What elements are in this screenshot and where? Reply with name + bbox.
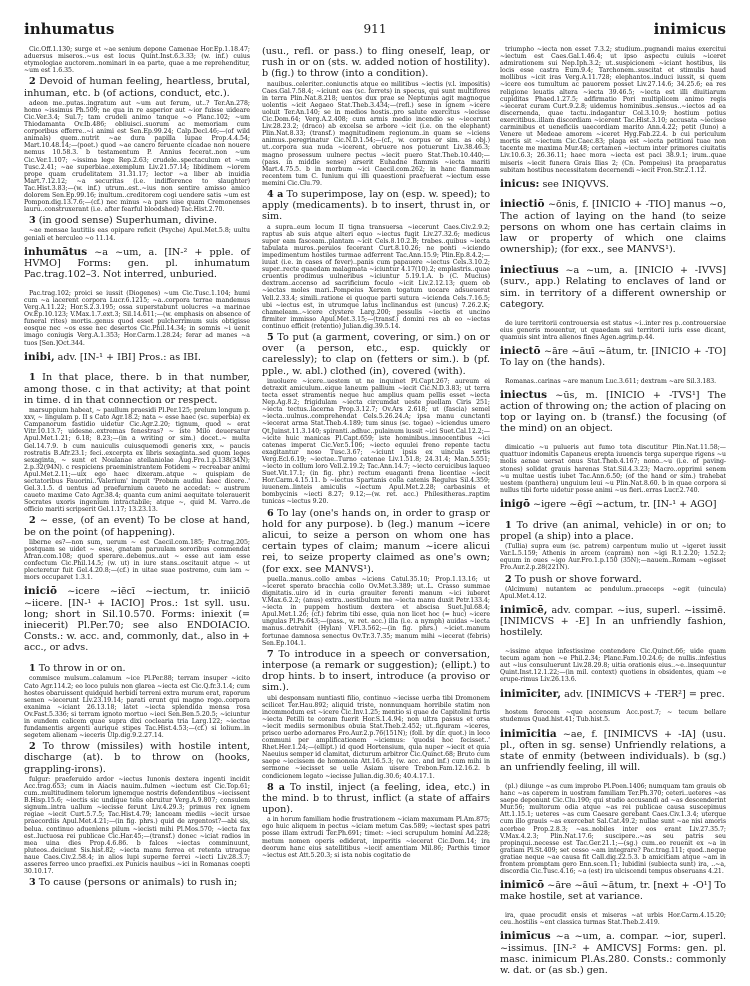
sense-number: 1 <box>505 519 512 531</box>
definition-text: ~ esse, (of an event) To be close at hand, be on the point (of happening). <box>24 515 250 538</box>
entry-text: ~ūs, m. [INICIO + -TVS¹] The action of throwing on; the action of placing on top or laying on. b (transf.) the focusing (of the mind) on an object. <box>500 389 726 435</box>
dictionary-entry <box>500 729 726 774</box>
sense-number: 4 a <box>267 189 284 201</box>
citation-block: commisce mulsum..calamum ~ice Pl.Per.88; terram insuper ~icito Cato Agr.114.2; eo loco puluis non glarea ~iecta est Cic.Q.fr.3.1.4; cum hostes obaruissent quidquid herbidi terreni extra murum erat, raporum semen ~iecerunt Liv.23.19.14; parati erunt qui magno rogo..corpora exanima ~iciant 26.13.18; latet ~iecta splendida mensa rosa Ov.Fast.5.336; si terram ignoto mortuo ~ieci Sen.Ben.5.20.5; ~iciuntur in eundem calicem quae supra dixi coclearia tria Larg.122; ~iectae fundamentis argenti aurique stipes Tac.Hist.4.53;—(cf.) si lolium..in segetem alienam ~ieceris Ulp.dig.9.2.27.14. <box>24 675 250 740</box>
sense-definition <box>262 649 490 694</box>
dictionary-entry <box>500 880 726 902</box>
right-guide-word: inimicus <box>653 20 726 38</box>
headword: inhumātus <box>24 245 88 258</box>
citation-block: de iure territorii controuersia est status ~i..inter res p..controuersiae eius generis mouentur, ut quaedam sui territorii iuris esse dicant, quamuis sint intra alienos fines Agen.agrim.p.44. <box>500 319 726 341</box>
sense-definition <box>24 372 250 406</box>
headword: inimīcus <box>500 930 551 943</box>
headword: inigō <box>500 497 530 510</box>
headword: inimīcō <box>500 879 545 892</box>
citation-block: a supra..eum locum II tigna transuersa ~iecerunt Caes.Civ.2.9.2; raptus ab suis atque alteri equo ~iectus fugit Liv.27.32.6; medicus super eam fasceam..plantam ~icit Cels.8.10.2.B; trabes..quibus ~iecta tabulata muros..peruios fecerant Curt.8.10.26; ne ponti ~iciendo impedimentum hostiles turmae adferrent Tac.Ann.15.9; Plin.Ep.8.4.2;—iuuat (i.e. in cases of fever)..panis cum papauere ~iectus Cels.3.10.2; super..recte quaedam malagmata ~iciuntur 4.17(10).2; emplastris..quae cruentis prodimus uulneribus ~iciuntur 5.19.1.A. b (C. Mucius) dextram..accenso ad sacrificium foculo ~icit Liv.2.12.13; quem ob ~iectas moles mari..Pompeius Xerxen togatum uocare adsueuerat Vell.2.33.4; simili..ratione ei quoque parti sutura ~icienda Cels.7.16.5; ubi ~iectus est, in utrumque latus inclinandus est (uncus) 7.26.2.K; chameleam..~icere clystere Larg.200; pessulis ~iectis et uncino firmiter immisso Apul.Met.3.15;—(transf.) domini res ab eo ~iectas continuo efficit (retentio) Julian.dig.39.5.14. <box>262 223 490 330</box>
entry-text: ~a ~um, a. [INICIO + -IVVS] (surv., app.) Relating to enclaves of land or sim. in territory of a different ownership or category. <box>500 265 726 310</box>
citation-block: adeon me..putas..ingratum aut ~um aut ferum, ut..? Ter.An.278; homo ~issimus Ph.509; ne qua in re asperior aut ~ior fuisse uideare Cic.Ver.3.4; Sul.7; tam crudeli animo tanque ~o Planc.102; ~um Thiodamanta Ov.Ib.486; obliuisci..suorum ac memoriam cum corporibus efferre..~i animi est Sen.Ep.99.24; Calp.Decl.46;—(of wild animals) quem..nutrit ~ae dura papilla lupae Prop.4.4.54; Mart.10.48.14;—(poet.) quod ~ae cancro feruente cicadae non nouere nemus 10.58.3. b testamentum P. Annius fecerat..non ~um Cic.Ver.1.107; ~issima lege Rep.2.63; crudele..spectaculum et ~um Tusc.2.41; ~ae superbiae..exemplum Liv.21.57.14; libidinem ~iorem prope quam crudelitatem 31.31.17; lector ~a liber ab inuidia Mart.7.12.12; ~a securitas (i.e. indifference to slaughter) Tac.Hist.3.83;—(w. inf.) utrum..est..~ius non sentire amisso amico dolorem Sen.Ep.99.16; inultum..creditorem cogi uendere satis ~um est Pompon.dig.13.7.6;—(cf.) nec minus ~a pars uise quam Cremonenses lauru..construxerant (i.e. after fearful bloodshed) Tac.Hist.2.70. <box>24 99 250 214</box>
sense-definition <box>262 332 490 377</box>
sense-number: 2 <box>29 76 36 88</box>
dictionary-entry <box>500 499 726 510</box>
sense-number: 3 <box>29 215 36 227</box>
dictionary-entry <box>24 586 250 653</box>
sense-definition <box>24 515 250 537</box>
entry-text: ~ōnis, f. [INICIO + -TIO] manus ~o, The action of laying on the hand (to seize persons on whom one has certain claims in law or property of which one claims ownership); (for exx., see MANVS¹). <box>500 199 726 256</box>
sense-number: 7 <box>267 648 274 660</box>
entry-text: ~āre ~āuī ~ātum, tr. [next + -O¹] To make hostile, set at variance. <box>500 880 726 903</box>
entry-text: adv. [IN-¹ + IBI] Pros.: as IBI. <box>57 351 201 363</box>
citation-block: (pl.) diiunge ~as cum improbo Pl.Poen.1406; numquam tam grauis ob hanc ~as caperem in uostram familiam Ter.Ph.370; ceteri..ueteres ~as saepe deponunt Cic.Clu.190; qui studio accusandi ad ~as descenderint Mur.56; multorum odia atque ~as rei publicae causa suscepimus Att.1.15.1; ueteres ~as cum Caesare gerebant Caes.Civ.1.3.4; uterque cum illo grauis ~as exercebat Sal.Cat.49.2; nullae sunt ~ae nisi amoris acerbae Prop.2.8.3; ~as..nobiles inter eos erant Liv.27.35.7; V.Max.4.2.3; Plin.Nat.17.6; suscipere..~as seu patris seu propinqui..necesse est Tac.Ger.21.1;—(sg.) cum..eo reuenit ex ~a in gratiam Pl.St.409; set cesso ~am integrare? Pac.trag.111; quod..neque gratiae neque ~ae causa fit Call.dig.22.5.3. b amicitiam atque ~am in frontem promptam gero Enn.scen.11; lubidini (subiecta sunt) ira, ..~a, discordia Cic.Tusc.4.16; ~a (est) ira ulciscendi tempus obseruans 4.21. <box>500 782 726 876</box>
sense-definition <box>262 508 490 575</box>
entry-text: ~ae, f. [INIMICVS + -IA] (usu. pl., often in sg. sense) Unfriendly relations, a state of enmity (between individuals). b (sg.) an unfriendly feeling, ill will. <box>500 728 726 774</box>
column-middle <box>262 46 490 861</box>
citation-block: Cic.Off.1.130; surge et ~ae senium depone Camenae Hor.Ep.1.18.47; aduersus miseros..~us est locus Quint.Inst.6.3.33; (w. inf.) cuius etymologiae auctorem..nominari in ea parte, quae a me reprehenditur, ~um est 1.6.35. <box>24 46 250 75</box>
headword: inimīcē, <box>500 603 548 616</box>
column-right <box>500 46 726 986</box>
citation-block: ira, quae procudit ensis et miseras ~at urbis Hor.Carm.4.15.20; ceu..hostilis ~ent classica turmas Stat.Theb.2.419. <box>500 912 726 927</box>
sense-definition <box>500 574 726 585</box>
dictionary-entry <box>500 346 726 368</box>
sense-number: 3 <box>29 877 36 889</box>
dictionary-entry <box>500 179 726 190</box>
sense-definition <box>24 877 250 888</box>
definition-text: To put (a garment, covering, or sim.) on or over (a person, etc., esp. quickly or carelessly); to clap on (fetters or sim.). b (pf. pple., w. abl.) clothed (in), covered (with). <box>262 332 490 377</box>
dictionary-entry <box>500 265 726 310</box>
definition-text: To introduce in a speech or conversation, interpose (a remark or suggestion); (ellipt.) to drop hints. b to insert, introduce (a proviso or sim.). <box>262 648 490 694</box>
definition-text: Devoid of human feeling, heartless, brutal, inhuman, etc. b (of actions, conduct, etc.). <box>24 76 250 99</box>
citation-block: ubi desponsam nuntiasti filio, continuo ~iecisse uerba tibi Dromonem scilicet Ter.Hau.892; aliquid triste, nonnunquam horribile statim non incommodum est ~icere Cic.Inv.1.25; mentio si quae de Capitolini furtis ~iecta Petilli te coram fuerit Hor.S.1.4.94; non ultra passus et orsa ~iecit mediis sermonibus obuia Stat.Theb.2.452; ut..figuram ~iceres, prisco uerbo adornares Fro.Aur.2.p.76(151N); (foll. by dir. quot.) in loco communi per amplificationem ~iciemus: 'quodsi hoc fecisset..' Rhet.Her.1.24;—(ellipt.) id quod Hortensium, quia nuper ~iecit et quia Naeuius semper id clamitat, dicturum arbitror Cic.Quinct.68; Bruto cum saepe ~iecissem de homonoia Att.16.5.3; (w. acc. and inf.) cum mihi in sermone ~iecisset se uelle Asiam uisere Trebon.Fam.12.16.2. b condicionem legato ~iecisse Julian.dig.30.6; 40.4.17.1. <box>262 694 490 780</box>
page-header <box>24 20 726 42</box>
definition-text: To throw in or on. <box>38 663 126 675</box>
definition-text: To superimpose, lay on (esp. w. speed); to apply (medicaments). b to insert, thrust in, or sim. <box>262 189 490 223</box>
definition-text: To throw (missiles) with hostile intent, discharge (at). b to throw on (hooks, grappling-irons). <box>24 741 250 775</box>
headword: iniectīuus <box>500 264 559 277</box>
dictionary-entry <box>500 390 726 435</box>
definition-text: To cause (persons or animals) to rush in; <box>38 877 238 889</box>
sense-definition <box>500 520 726 542</box>
headword: inicus: <box>500 177 540 190</box>
definition-text: (usu., refl. or pass.) to fling oneself, leap, or rush in or on (sts. w. added notion of hostility). b (fig.) to throw (into a condition). <box>262 46 490 80</box>
sense-number: 8 a <box>267 781 286 793</box>
sense-number: 2 <box>505 573 512 585</box>
sense-number: 1 <box>29 663 36 675</box>
definition-text: To lay (one's hands on, in order to grasp or hold for any purpose). b (leg.) manum ~icere alicui, to seize a person on whom one has certain types of claim; manum ~icere alicui rei, to seize property claimed as one's own; (for exx. see MANVS¹). <box>262 507 490 575</box>
dictionary-entry <box>500 605 726 639</box>
entry-text: adv. compar. ~ius, superl. ~issimē. [INIMICVS + -E] In an unfriendly fashion, hostilely. <box>500 604 726 639</box>
entry-text: ~icere ~iēcī ~iectum, tr. iniiciō ~iicere. [IN-¹ + IACIO] Pros.: 1st syll. usu. long; short in Sil.10.570. Forms: iniexit (= iniecerit) Pl.Per.70; see also ENDOIACIO. Consts.: w. acc. and, commonly, dat., also in + acc., or advs. <box>24 586 250 654</box>
citation-block: dimicatio ~u pulueris aut fumo tota discutitur Plin.Nat.11.58;—quattuor indomitis Capaneus erepta iuuencis terga superque rigens ~u molis aenae uersat onus Stat.Theb.4.167; nono..~u (i.e. of paving-stones) solidat grauis harenas Stat.Sil.4.3.23; Macro..opprimi senem ~u multae uestis iubet Tac.Ann.6.50; (of the hand or sim.) trahebat uestem (panthera) unguium leui ~u Plin.Nat.8.60. b in quae corpora si nullus tibi forte uidetur posse animi ~us fieri..erras Lucr.2.740. <box>500 444 726 494</box>
headword: inimīcitia <box>500 727 557 740</box>
entry-text: ~a ~um, a. [IN-² + pple. of HVMO] Forms: gen. pl. inhumatum Pac.trag.102–3. Not interred, unburied. <box>24 246 250 281</box>
definition-text: To drive (an animal, vehicle) in or on; to propel (a ship) into a place. <box>500 519 726 542</box>
sense-number: 5 <box>267 332 274 344</box>
sense-number: 2 <box>29 515 36 527</box>
citation-block: fulgur: praeferuido ardor ~iectus Iunonis dextera ingenti incidit Acc.trag.653; cum in Aiacis nauim..fulmen ~iectum est Cic.Top.61; cum..multitudinem telorum ignemque nostris defendentibus ~iecissent B.Hisp.15.6; ~iectis sic undique telis obruitur Verg.A.9.807; consulem signum..intra uallum ~iecisse ferunt Liv.4.29.3; primus rex ignem regiae ~iecit Curt.5.7.5; Tac.Hist.4.79; lanceam mediis ~iecit ursae praecordiis Apul.Met.4.21;—(in fig. phrs.) quid de argentost?—abi sis, belua. continuo aduenìens pilum ~iecisti mihi Pl.Mos.570; ~iecta fax est..luctuosa rei publicae Cic.Har.45;—(transf.) donec ~iciat radios in mea uina dies Prop.4.6.86. b falces ~iectas comminuunt, pluteos..deiciunt Sis.hist.82; ~iecta manu ferrea et retenta utraque naue Caes.Civ.2.58.4; in alios lupi superne ferrei ~iecti Liv.28.3.7; asseres ferreo unco praefixi..ex Punicis nauibus ~ici in Romanas coepti 30.10.17. <box>24 775 250 876</box>
citation-block: liberne es?—non sum, uerum ~ est Caecil.com.185; Pac.trag.205; postquam se uidet ~ esse, gnatam paruulam sororibus commendat Afran.com.108; quod sperare..debemus..aut ~ esse aut iam esse confectum Cic.Phil.14.5; (w. ut) in iure stans..oscitauit atque ~ ut plecteretur fuit Gel.4.20.8;—(cf.) in uitae suae postremo, cum iam ~ mors occuparet 1.3.1. <box>24 538 250 582</box>
dictionary-entry <box>24 352 250 363</box>
entry-text: see INIQVVS. <box>542 178 609 190</box>
page-number: 911 <box>363 22 387 36</box>
definition-text: To instil, inject (a feeling, idea, etc.) in the mind. b to thrust, inflict (a state of affairs upon). <box>262 781 490 816</box>
citation-block: Pac.trag.102; proici se iussit (Diogenes) ~um Cic.Tusc.1.104; humi cum ~a iacerent corpora Lucr.6.1215; ~a..corpora terrae mandemus Verg.A.11.22; Hor.S.2.3.195; ossa superstabunt uolucres ~a marinae Ov.Ep.10.123; V.Max.1.7.ext.3; Sil.14.611;—(w. emphasis on absence of funeral rites) mortis..genus quod esset pulcherrimum suis obtigisse eosque nec ~os esse nec desertos Cic.Phil.14.34; in somnis ~i uenit imago coniugis Verg.A.1.353; Hor.Carm.1.28.24; ferar ad manes ~a tuos [Sen.]Oct.344. <box>24 289 250 347</box>
dictionary-entry <box>500 931 726 976</box>
entry-text: ~a ~um, a. compar. ~ior, superl. ~issimus. [IN-² + AMICVS] Forms: gen. pl. masc. inimicum Pl.As.280. Consts.: commonly w. dat. or (as sb.) gen. <box>500 931 726 976</box>
sense-definition <box>24 215 250 226</box>
sense-number: 6 <box>267 507 274 519</box>
definition-text: To push or shove forward. <box>514 573 642 585</box>
citation-block: triumpho ~iecta non esset 7.3.2; studium..pugnandi maius exercitui ~iectum est Caes.Gal.1.46.4; ut ipso aspectu cuiuis ~iceret admirationem sui Nep.Iph.3.2; ut..suspicionem ~iciant hostibus, iis locis esse castra Eum.9.4; Tarchonem..suscitat et stimulis haud mollibus ~icit iras Verg.A.11.728; elephantos..induci iussit, si quem ~icere eos tumultum ac pauorem posset Liv.27.14.6; 34.25.6; ea res religione leuatis altera ~iecta 39.46.5; ~iecta est illi diuitiarum cupiditas Phaed.1.27.5; adfirmatio Pori multiplicem animo regis ~iecerat curam Curt.9.2.8; uidemus hominibus..sensus..~iectos ad ea discernenda, quae tactu..indagantur Col.3.10.9; hostium potius exercitibus..illam discordiam ~icerent Tac.Hist.3.10; accusata ~iecisse carminibus et ueneficiis uaecordiam marito Ann.4.22; petit (Iuno) a Venere ut Medeae amorem ~iceret Hyg.Fab.22.4. b cui periculum mortis sit ~iectum Cic.Caec.83; plaga est ~iecta petitioni tuae non tacente me maxima Mur.48; certamen ~iectum inter primores ciuitatis Liv.10.6.3; 26.36.11; haec mora ~iecta est paci 38.9.1; irum..quae miseris ~iecit funera Grais Ilias 2; (Cn. Pompeius) ita praeparatus subitam hostibus necessitatem decernendi ~iecit Fron.Str.2.1.12. <box>500 46 726 174</box>
citation-block: inuoluere ~icere..uestem ut ne inquinet Pl.Capt.267; aureum ei detraxit amiculum..eique laneum pallium ~iecit Cic.N.D.3.83; ut terra tecta esset stramentis neque huc amplius quam pellis esset ~iecta Nep.Ag.8.2; frigidulam ~iecta circumdat ueste puellam Ciris 251; ~iecta tectus..lacerna Prop.3.12.7; Ov.Ars 2.618; ut (fascia) semel ~iecta..uulnus..comprehendat Cels.5.26.24.A; ipsa manu cunctanti ~iecerat arma Stat.Theb.4.189; tum sinus (sc. togae) ~iciendus umero Qt.Juinst.11.3.140; spiranti..adhuc..pulainum iussit ~ici Suet.Cal.12.2;—~icite huic manicas Pl.Capt.659; iste hominibus..innocentibus ~ici catenas imperat Cic.Ver.5.106; ~iecto equulei freno repente tactu exagitantur noso Tusc.3.67; ~iciunt ipsis ex uincula sertis Verg.Ecl.6.19; ~iectae..Turno catenae Liv.1.51.8; 24.31.4; Man.5.551; ~iecto in collum loro Vell.2.19.2; Tac.Ann.14.7; ~iecto ceruicibus laqueo Suet.Vit.17.1; (in fig. phr.) rectum euaganti frena licentiae ~iecit Hor.Carm.4.15.11. b ~iectus Spartanis colla catenis Regulus Sil.4.359; iuuenem..linteis amiculis ~iectum Apul.Met.2.28; carbasinis et bombycinis ~iecti 8.27; 9.12;—(w. ret. acc.) Philesitheras..raptim tunicas ~iectus 9.20. <box>262 377 490 506</box>
definition-text: In that place, there. b in that number, among those. c in that activity; at that point in time. d in that connection or respect. <box>24 372 250 406</box>
sense-number: 2 <box>29 741 36 753</box>
definition-text: (in good sense) Superhuman, divine. <box>38 215 218 227</box>
dictionary-entry <box>500 689 726 700</box>
sense-number: 1 <box>29 372 36 384</box>
sense-definition <box>262 189 490 223</box>
headword: inibi, <box>24 350 55 363</box>
sense-definition <box>262 782 490 816</box>
citation-block: nauibus..celeriter..coniunctis atque eo militibus ~iectis (v.l. impositis) Caes.Gal.7.58.4; ~iciunt eas (sc. ferrets) in specus, qui sunt multifores in terra Plin.Nat.8.218; uentos dux prae se Neptunus agit magnoque uolentis ~icit Aegaeo Stat.Theb.3.434;—(refl.) sese in ignem ~icere uoluit Ter.An.140; se in medios hostis..pro salute exercitus ~iecisse Cic.Dom.64; Verg.A.2.408; cum armis medio incendio se ~iecerunt Liv.28.23.2; (draco) ab excelsa se arbore ~icit (i.e. on the elephant) Plin.Nat.8.33; (transf.) magnitudinem regionum..in quam se ~iciens animus..peregrinatur Cic.N.D.1.54;—(cf., w. corpus or sim. as obj.) ut..corpora sua nuda ~icerent, obruere nos potuerunt Liv.38.46.3; magno prosessum uulnere pectus ~iecit puero Stat.Theb.10.440;—(pass. in middle sense) arserit Euhadne flammis ~iecta mariti Mart.4.75.5. b in morbum ~ici Caecil.com.262; in hanc flammam recentem tum C. Iunium qui illi quaestioni praefuerat ~iectum esse memini Cic.Clu.79. <box>262 80 490 187</box>
headword: iniectus <box>500 388 548 401</box>
citation-block: ~ae mensae lautitiis eas opipare reficit (Psyche) Apul.Met.5.8; uultu geniali et herculeo ~o 11.14. <box>24 227 250 242</box>
sense-definition <box>24 663 250 674</box>
citation-block: hostem ferocem ~que accensum Acc.post.7; ~ tecum bellare studemus Quad.hist.41; Tub.hist.5. <box>500 709 726 724</box>
headword: iniectiō <box>500 198 545 211</box>
entry-text: adv. [INIMICVS + -TER²] = prec. <box>564 688 725 700</box>
sense-definition <box>24 76 250 98</box>
headword: iniciō <box>24 585 57 598</box>
sense-definition <box>262 46 490 80</box>
entry-text: ~āre ~āuī ~ātum, tr. [INICIO + -TO] To lay on (the hands). <box>500 345 726 368</box>
sense-definition <box>24 741 250 775</box>
left-guide-word: inhumatus <box>24 20 115 38</box>
citation-block: marsuppium habeat, ~ paullum praesidi Pl.Per.125; prelum longum p. xxv, ~ lingulam p. II s Cato Agr.18.2; nata ~ esse haec (sc. superbia) ex Campanorum fastidio uidetur Cic.Agr.2.20; tignum, quod ~ erat Vitr.10.13.7; uidesne..extremas fenestras? ~ iste Milo deuersatur Apul.Met.1.21; 6.18; 8.23;—(in a writing or sim.) docet..~ multa Gel.14.7.9. b cum nauiculis cuiusquemodi generis xxx, ~ paucis rostratis B.Afr.23.1; feci..excerpta ex libris sexaginta..sed quom leges sexaginta, ~ sunt et Noulanae atellaniolae Aug.Fro.1.p.138(34N); 2.p.32(94N). c respiciens praeministrantem Fotidem ~ recreabar animi Apul.Met.2.11;—uix ego haec dixeram..atque ~ quispiam de sectatoribus Fauorini..'Valerium' inquit 'Probum audiui haec dicere..' Gel.3.1.5. d uentus ad praefurnium caueto ne accedat: ~ austrum caueto maxime Cato Agr.38.4; quanta cum animi aequitate tolerauerit Socrates uxoris ingenium intractabile; atque ~, quid M. Varro..de officio mariti scripserit Gel.1.17; 13.23.13. <box>24 407 250 514</box>
citation-block: puella..manus..collo ambas ~iciens Catul.35.10; Prop.1.13.16; ut ~iceret sperato bracchia collo Ov.Met.3.389; ut..L. Crasso summae dignitatis..uiro id in curia grauiter ferenti manum ~ici iuberet V.Max.6.2.2; (anus) extra..uestibulum me ~iecta manu duxit Petr.133.4; ~iecta in puppem hostium dextera et abscisa Suet.Jul.68.4; Apul.Met.1.26; (cf.) febrim tibi esse, quia non licet hoc (= huc) ~icere ungulas Pl.Ps.643;—(pass., w. ret. acc.) illa (i.e. a nymph) auidas ~iecta manus..detrahit (Hylan) V.Fl.3.562;—(in fig. phrs.) ~iciet..manum fortunae damnosa senectus Ov.Tr.3.7.35; manum mihi ~iecerat (febris) Sen.Ep.104.1. <box>262 575 490 647</box>
headword: iniectō <box>500 344 541 357</box>
citation-block: (Alcimum) nutantem ac pendulum..praeceps ~egit (uincula) Apul.Met.4.12. <box>500 585 726 600</box>
citation-block: (Tullia) supra eum (sc. patrem) carpentum mulio ut ~igeret iussit Var.L.5.159; Athenis in arcem (capram) non ~igi R.1.2.20; 1.52.2; equum in oues ~igo Aur.Fro.1.p.150 (35N);—nauem..Romam ~egisset Fro.Aur.2.p.28(221N). <box>500 543 726 572</box>
citation-block: a in horum familiam hodie frustrationem ~iciam maxumam Pl.Am.875; ego huic aliquem in pectus ~iciam metum Cas.589; ~iectast spes patri posse illam extrudi Ter.Ph.691; timet: ~ieci scrupulum homini Ad.228; metum nomen operis ediderat, imperitis ~iecerat Cic.Dom.14; ira deorum hanc eius satellitibus ~iecit amentiam Mil.86; Parthis timor ~iectus est Att.5.20.3; si ista nobis cogitatio de <box>262 816 490 859</box>
citation-block: ~issime atque infestissime contendere Cic.Quinct.66; uide quam tecum agam non ~e Phil.2.34; Planc.Fam.10.24.6; de nullis..infestius aut ~ius consuluerunt Liv.28.29.8; uitia orationis eius..~e..insequuntur Quint.Inst.12.1.22;—(in mil. context) quotiens in obsidentes, quam ~e erupe-rimus Liv.26.13.6. <box>500 648 726 684</box>
dictionary-entry <box>500 199 726 255</box>
entry-text: ~igere ~ēgī ~actum, tr. [IN-¹ + AGO] <box>533 498 717 510</box>
citation-block: Romanas..carinas ~are manum Luc.3.611; dextram ~are Sil.3.183. <box>505 377 717 385</box>
dictionary-entry <box>24 247 250 281</box>
column-left <box>24 46 250 889</box>
headword: inimīciter, <box>500 687 562 700</box>
